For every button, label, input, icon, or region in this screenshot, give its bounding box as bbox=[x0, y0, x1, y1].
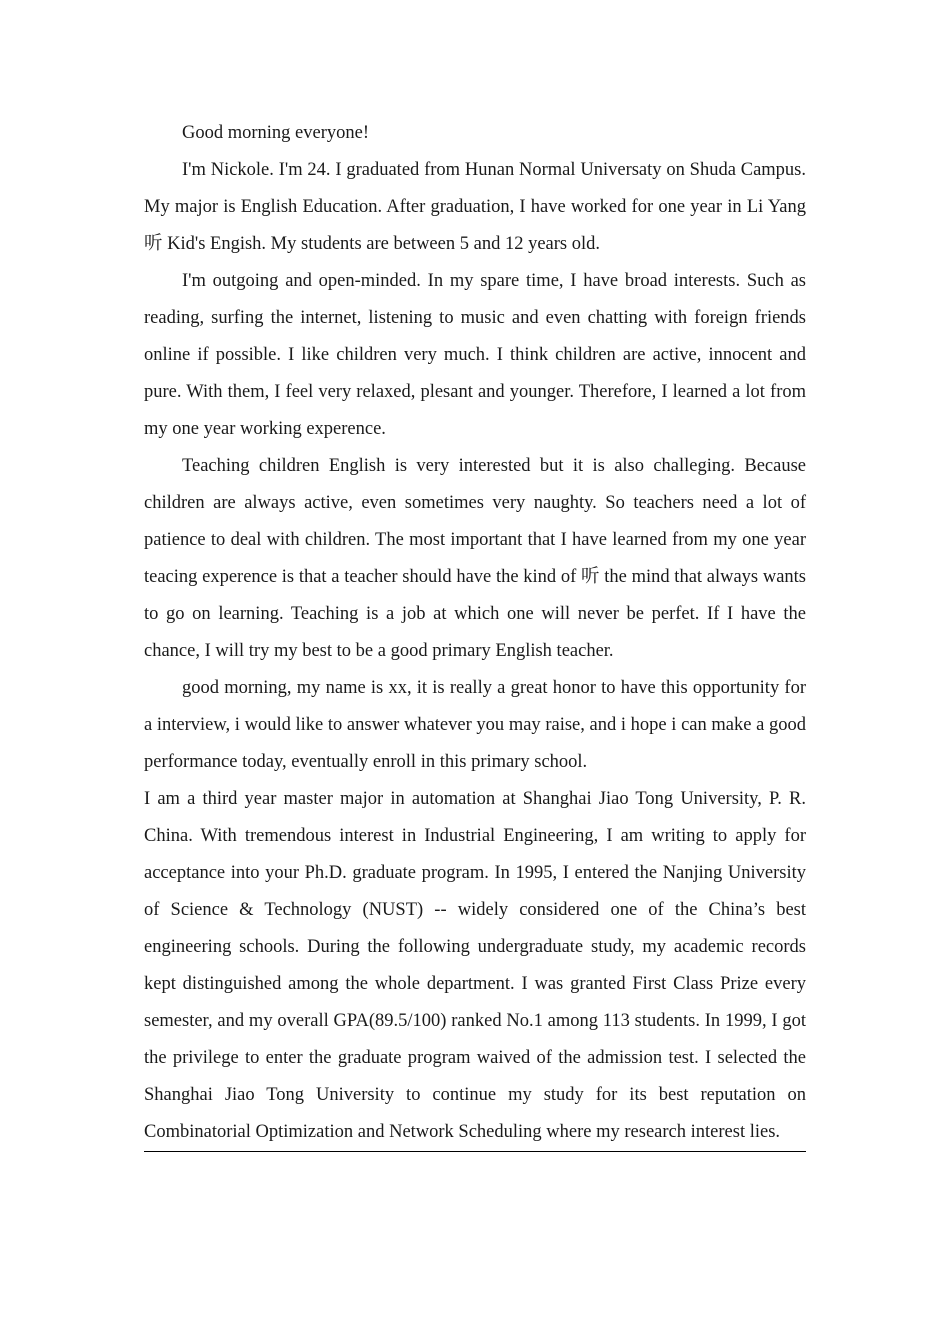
graduate-application-paragraph: I am a third year master major in automation at Shanghai Jiao Tong University, P. R. China. With tremendous interest in Industrial Engineering, I am writing to apply for acceptance into your Ph.D. graduate program. In 1995, I entered the Nanjing University of Science & Technology (NUST) -- widely considered one of the China’s best engineering schools. During the following undergraduate study, my academic records kept distinguished among the whole department. I was granted First Class Prize every semester, and my overall GPA(89.5/100) ranked No.1 among 113 students. In 1999, I got the privilege to enter the graduate program waived of the admission test. I selected the Shanghai Jiao Tong University to continue my study for its best reputation on Combinatorial Optimization and Network Scheduling where my research interest lies. bbox=[144, 781, 806, 1152]
personality-paragraph: I'm outgoing and open-minded. In my spare time, I have broad interests. Such as reading, surfing the internet, listening to music and even chatting with foreign friends online if possible. I like children very much. I think children are active, innocent and pure. With them, I feel very relaxed, plesant and younger. Therefore, I learned a lot from my one year working experence. bbox=[144, 271, 806, 439]
greeting-paragraph: Good morning everyone! bbox=[182, 123, 370, 143]
teaching-paragraph: Teaching children English is very interested but it is also challeging. Because children are always active, even sometimes very naughty. So teachers need a lot of patience to deal with children. The most important that I have learned from my one year teacing experence is that a teacher should have the kind of 听 the mind that always wants to go on learning. Teaching is a job at which one will never be perfet. If I have the chance, I will try my best to be a good primary English teacher. bbox=[144, 456, 806, 661]
document-body bbox=[144, 115, 806, 1152]
introduction-paragraph: I'm Nickole. I'm 24. I graduated from Hunan Normal Universaty on Shuda Campus. My major is English Education. After graduation, I have worked for one year in Li Yang 听 Kid's Engish. My students are between 5 and 12 years old. bbox=[144, 160, 806, 254]
interview-paragraph: good morning, my name is xx, it is really a great honor to have this opportunity for a interview, i would like to answer whatever you may raise, and i hope i can make a good performance today, eventually enroll in this primary school. bbox=[144, 678, 806, 772]
